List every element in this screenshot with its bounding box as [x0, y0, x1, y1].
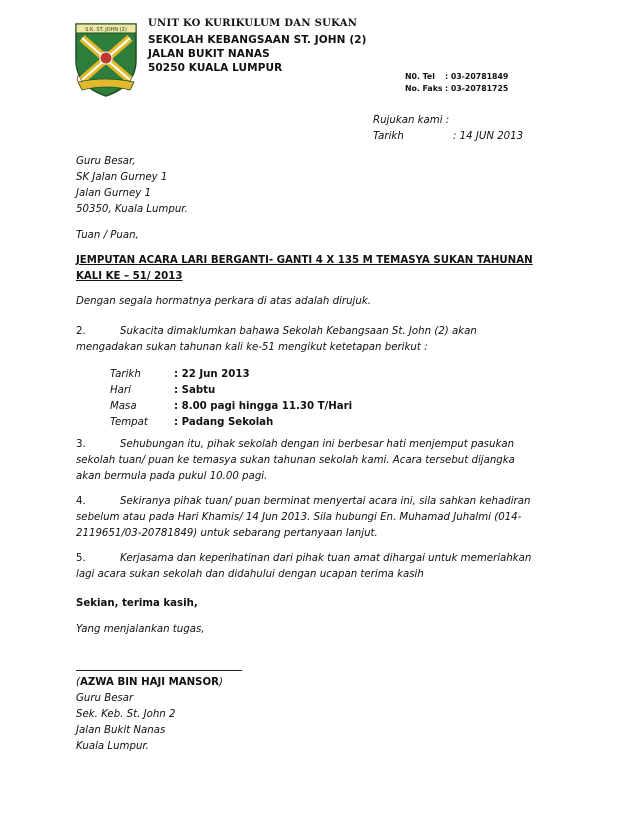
detail-value: : Padang Sekolah [174, 417, 274, 428]
recipient-line-3: Jalan Gurney 1 [76, 188, 152, 199]
para-3-number: 3. [76, 439, 86, 450]
tel-value: : 03-20781849 [445, 72, 509, 81]
signoff-line: Yang menjalankan tugas, [76, 624, 205, 635]
para-2-line-2: mengadakan sukan tahunan kali ke-51 mengikut ketetapan berikut : [76, 342, 428, 353]
signatory-name-text: AZWA BIN HAJI MANSOR [79, 677, 220, 688]
recipient-line-2: SK Jalan Gurney 1 [76, 172, 168, 183]
fax-label: No. Faks [405, 84, 443, 93]
date-value: : 14 JUN 2013 [453, 131, 524, 142]
detail-row-time [110, 399, 352, 415]
detail-label: Tempat [110, 417, 148, 428]
para-4-line-2: sebelum atau pada Hari Khamis/ 14 Jun 2013. Sila hubungi En. Muhamad Juhalmi (014- [76, 512, 522, 523]
school-street: JALAN BUKIT NANAS [148, 48, 270, 60]
subject-line-1: JEMPUTAN ACARA LARI BERGANTI- GANTI 4 X 135 M TEMASYA SUKAN TAHUNAN [76, 255, 533, 266]
reference-label: Rujukan kami : [373, 115, 450, 126]
para-4-line-3: 2119651/03-20781849) untuk sebarang pertanyaan lanjut. [76, 528, 378, 539]
opening-line: Dengan segala hormatnya perkara di atas adalah dirujuk. [76, 296, 371, 307]
school-name: SEKOLAH KEBANGSAAN ST. JOHN (2) [148, 34, 367, 46]
para-2-number: 2. [76, 326, 86, 337]
para-4-text-1: Sekiranya pihak tuan/ puan berminat menyertai acara ini, sila sahkan kehadiran [120, 496, 531, 507]
crest-ribbon-mark: ( [76, 74, 80, 85]
tel-label: N0. Tel [405, 72, 435, 81]
closing-line: Sekian, terima kasih, [76, 598, 198, 609]
signatory-school: Sek. Keb. St. John 2 [76, 709, 176, 720]
school-postcode-city: 50250 KUALA LUMPUR [148, 62, 283, 74]
para-5-number: 5. [76, 553, 86, 564]
contact-fax [405, 83, 508, 94]
date-label: Tarikh [373, 131, 404, 142]
detail-value: : 22 Jun 2013 [174, 369, 250, 380]
para-4-number: 4. [76, 496, 86, 507]
para-5-text-1: Kerjasama dan keperihatinan dari pihak tuan amat dihargai untuk memeriahkan [120, 553, 532, 564]
detail-value: : 8.00 pagi hingga 11.30 T/Hari [174, 401, 353, 412]
recipient-line-4: 50350, Kuala Lumpur. [76, 204, 188, 215]
fax-value: : 03-20781725 [445, 84, 509, 93]
detail-row-venue [110, 415, 273, 431]
contact-tel [405, 71, 508, 82]
name-open-paren: ( [76, 677, 80, 688]
school-crest-logo [72, 18, 140, 98]
para-3-line-2: sekolah tuan/ puan ke temasya sukan tahunan sekolah kami. Acara tersebut dijangka [76, 455, 515, 466]
detail-label: Masa [110, 401, 137, 412]
para-3-line-1 [76, 437, 563, 453]
unit-heading: UNIT KO KURIKULUM DAN SUKAN [148, 18, 358, 29]
recipient-line-1: Guru Besar, [76, 156, 136, 167]
para-2-text-1: Sukacita dimaklumkan bahawa Sekolah Kebangsaan St. John (2) akan [120, 326, 477, 337]
subject-line-2: KALI KE – 51/ 2013 [76, 271, 183, 282]
detail-label: Hari [110, 385, 131, 396]
signatory-city: Kuala Lumpur. [76, 741, 149, 752]
para-4-line-1 [76, 494, 563, 510]
para-3-line-3: akan bermula pada pukul 10.00 pagi. [76, 471, 268, 482]
reference-date [373, 129, 523, 145]
para-5-line-1 [76, 551, 563, 567]
salutation: Tuan / Puan, [76, 230, 139, 241]
para-5-line-2: lagi acara sukan sekolah dan didahului dengan ucapan terima kasih [76, 569, 424, 580]
signatory-title: Guru Besar [76, 693, 134, 704]
detail-row-date [110, 367, 250, 383]
signature-line [76, 670, 242, 671]
signatory-street: Jalan Bukit Nanas [76, 725, 166, 736]
para-2-line-1 [76, 324, 563, 340]
name-close-paren: ) [219, 677, 224, 688]
svg-text:S.K. ST. JOHN (2): S.K. ST. JOHN (2) [85, 27, 127, 33]
para-3-text-1: Sehubungan itu, pihak sekolah dengan ini berbesar hati menjemput pasukan [120, 439, 515, 450]
signatory-name [76, 675, 223, 691]
detail-label: Tarikh [110, 369, 141, 380]
detail-row-day [110, 383, 215, 399]
detail-value: : Sabtu [174, 385, 216, 396]
